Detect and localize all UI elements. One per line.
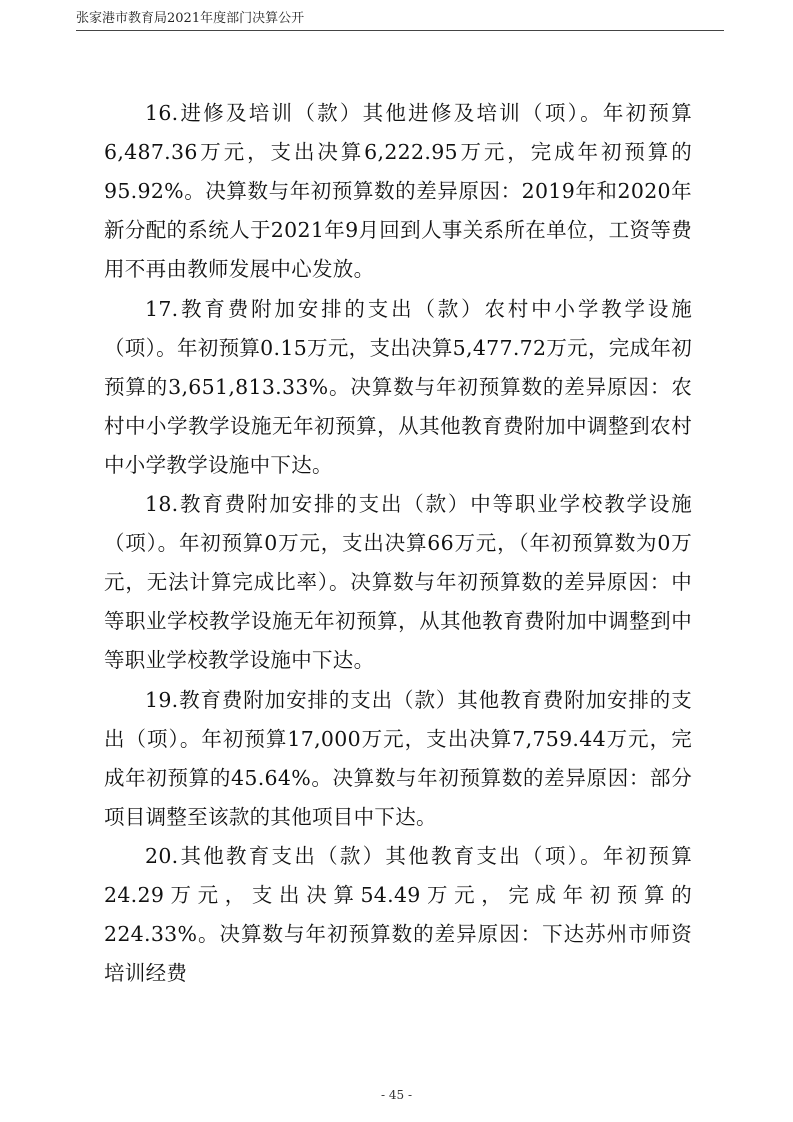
paragraph-20: 20.其他教育支出（款）其他教育支出（项）。年初预算24.29万元，支出决算54.49万元，完成年初预算的224.33%。决算数与年初预算数的差异原因：下达苏州市师资培训经费 xyxy=(104,844,692,985)
paragraph-16: 16.进修及培训（款）其他进修及培训（项）。年初预算6,487.36万元，支出决算6,222.95万元，完成年初预算的95.92%。决算数与年初预算数的差异原因：2019年和2020年新分配的系统人于2021年9月回到人事关系所在单位，工资等费用不再由教师发展中心发放。 xyxy=(104,101,692,281)
header-divider xyxy=(76,30,724,31)
paragraph-17: 17.教育费附加安排的支出（款）农村中小学教学设施（项）。年初预算0.15万元，支出决算5,477.72万元，完成年初预算的3,651,813.33%。决算数与年初预算数的差异原因：农村中小学教学设施无年初预算，从其他教育费附加中调整到农村中小学教学设施中下达。 xyxy=(104,296,692,477)
paragraph-18: 18.教育费附加安排的支出（款）中等职业学校教学设施（项）。年初预算0万元，支出决算66万元，（年初预算数为0万元，无法计算完成比率）。决算数与年初预算数的差异原因：中等职业学校教学设施无年初预算，从其他教育费附加中调整到中等职业学校教学设施中下达。 xyxy=(104,492,692,672)
document-body xyxy=(104,94,692,994)
paragraph-19: 19.教育费附加安排的支出（款）其他教育费附加安排的支出（项）。年初预算17,000万元，支出决算7,759.44万元，完成年初预算的45.64%。决算数与年初预算数的差异原因：部分项目调整至该款的其他项目中下达。 xyxy=(104,687,692,829)
page-header: 张家港市教育局2021年度部门决算公开 xyxy=(76,11,305,26)
page-number: - 45 - xyxy=(380,1088,412,1102)
